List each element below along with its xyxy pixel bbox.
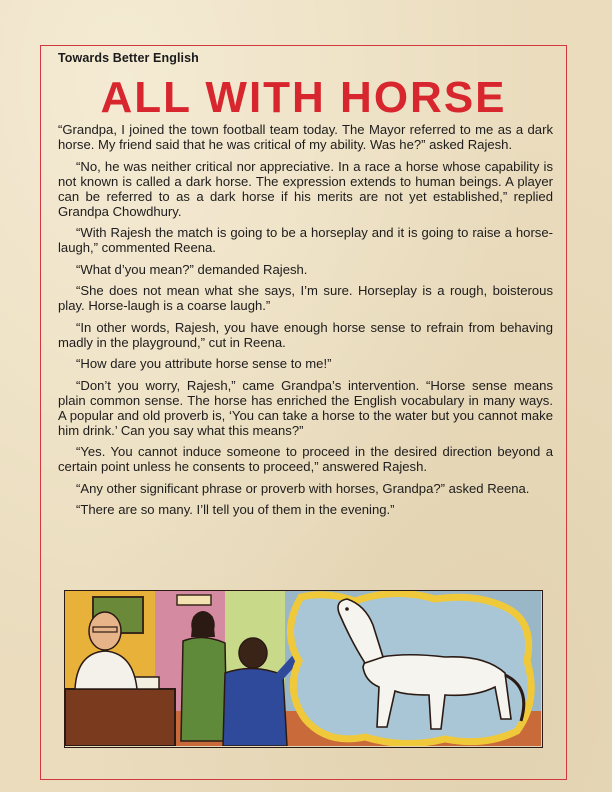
story-paragraph: “She does not mean what she says, I’m sure. Horseplay is a rough, boisterous play. Horse-laugh is a coarse laugh.” (58, 283, 553, 313)
page-title: ALL WITH HORSE (100, 73, 507, 122)
story-paragraph: “Grandpa, I joined the town football team today. The Mayor referred to me as a dark horse. My friend said that he was critical of my ability. Was he?” asked Rajesh. (58, 122, 553, 152)
story-body (58, 122, 553, 524)
story-paragraph: “In other words, Rajesh, you have enough horse sense to refrain from behaving madly in the playground,” cut in Reena. (58, 319, 553, 350)
story-paragraph: “How dare you attribute horse sense to me!” (76, 356, 332, 371)
reena-dress (181, 637, 227, 741)
wall-plaque (177, 595, 211, 605)
story-paragraph: “There are so many. I’ll tell you of them in the evening.” (76, 502, 395, 517)
story-paragraph: “What d’you mean?” demanded Rajesh. (76, 261, 308, 277)
desk (65, 689, 175, 746)
illustration-svg (65, 591, 541, 746)
story-paragraph: “Any other significant phrase or proverb with horses, Grandpa?” asked Reena. (76, 480, 530, 496)
series-title: Towards Better English (58, 51, 199, 65)
story-paragraph: “With Rajesh the match is going to be a horseplay and it is going to raise a horse-laugh,” commented Reena. (58, 225, 553, 255)
story-paragraph: “Don’t you worry, Rajesh,” came Grandpa’s intervention. “Horse sense means plain common sense. The horse has enriched the English vocabulary in many ways. A popular and old proverb is, ‘You can take a horse to the water but you cannot make him drink.’ Can you say what this means?” (58, 377, 553, 438)
horse-eye (345, 607, 349, 611)
story-paragraph: “Yes. You cannot induce someone to proceed in the desired direction beyond a certain point unless he consents to proceed,” answered Rajesh. (58, 444, 553, 474)
grandpa-head (89, 612, 121, 650)
story-paragraph: “No, he was neither critical nor appreciative. In a race a horse whose capability is not known is called a dark horse. The expression extends to human beings. A player can be referred to as a dark horse if his merits are not yet established,” replied Grandpa Chowdhury. (58, 158, 553, 219)
rajesh-head (239, 638, 267, 668)
story-illustration (64, 590, 543, 748)
